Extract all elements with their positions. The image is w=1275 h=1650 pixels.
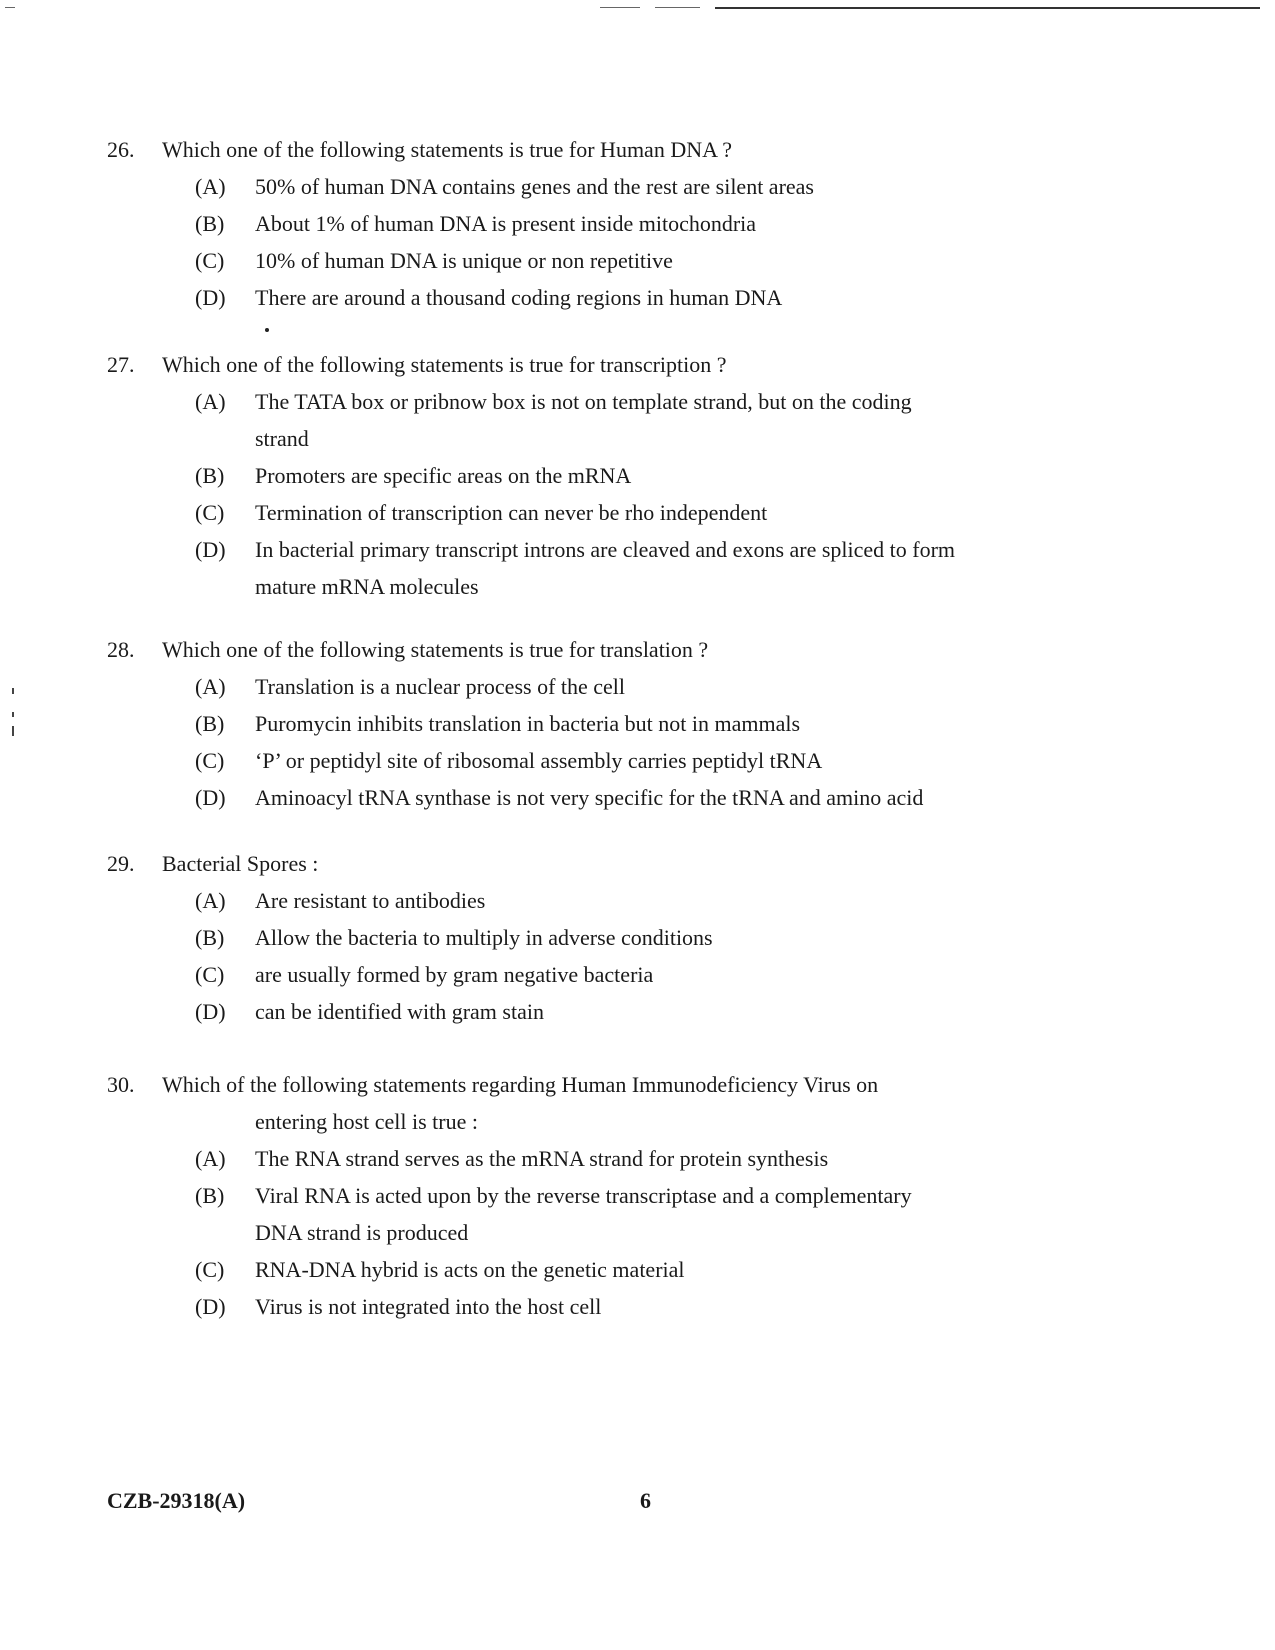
question-26	[107, 131, 957, 316]
exam-code: CZB-29318(A)	[107, 1488, 246, 1513]
option-label: (D)	[195, 285, 226, 310]
question-stem	[107, 346, 957, 383]
option-label: (B)	[195, 211, 225, 236]
option-a	[195, 882, 957, 919]
question-number: 29.	[107, 851, 135, 876]
question-number: 27.	[107, 352, 135, 377]
option-c	[195, 242, 957, 279]
question-text: Which one of the following statements is true for translation ?	[162, 637, 709, 662]
option-text: In bacterial primary transcript introns are cleaved and exons are spliced to form mature mRNA molecules	[255, 537, 956, 599]
option-d	[195, 531, 957, 605]
option-c	[195, 742, 957, 779]
option-text: 50% of human DNA contains genes and the rest are silent areas	[255, 174, 814, 199]
option-text: Promoters are specific areas on the mRNA	[255, 463, 632, 488]
option-label: (A)	[195, 389, 226, 414]
option-text: 10% of human DNA is unique or non repetitive	[255, 248, 673, 273]
option-text: Termination of transcription can never be rho independent	[255, 500, 768, 525]
option-text: Are resistant to antibodies	[255, 888, 486, 913]
margin-mark	[12, 688, 14, 694]
option-label: (B)	[195, 925, 225, 950]
question-stem	[107, 131, 957, 168]
option-text: The TATA box or pribnow box is not on template strand, but on the coding strand	[255, 389, 912, 451]
option-a	[195, 668, 957, 705]
question-number: 30.	[107, 1072, 135, 1097]
option-label: (A)	[195, 888, 226, 913]
page-number: 6	[640, 1488, 651, 1513]
question-text-continuation: entering host cell is true :	[255, 1109, 478, 1134]
question-27	[107, 346, 957, 605]
stray-dot	[265, 328, 269, 332]
question-text: Which one of the following statements is true for Human DNA ?	[162, 137, 733, 162]
option-d	[195, 279, 957, 316]
option-label: (B)	[195, 1183, 225, 1208]
option-a	[195, 383, 957, 457]
question-number: 26.	[107, 137, 135, 162]
option-label: (D)	[195, 999, 226, 1024]
option-b	[195, 1177, 957, 1251]
option-c	[195, 956, 957, 993]
option-label: (C)	[195, 1257, 225, 1282]
option-a	[195, 168, 957, 205]
header-rule-dash	[600, 7, 640, 8]
option-text: Translation is a nuclear process of the cell	[255, 674, 626, 699]
option-label: (D)	[195, 1294, 226, 1319]
option-label: (A)	[195, 174, 226, 199]
question-text: Which one of the following statements is true for transcription ?	[162, 352, 727, 377]
option-text: About 1% of human DNA is present inside mitochondria	[255, 211, 757, 236]
option-text: The RNA strand serves as the mRNA strand for protein synthesis	[255, 1146, 829, 1171]
option-b	[195, 919, 957, 956]
option-b	[195, 705, 957, 742]
option-c	[195, 1251, 957, 1288]
question-30	[107, 1066, 957, 1325]
question-number: 28.	[107, 637, 135, 662]
header-rule-dash	[5, 7, 15, 8]
option-d	[195, 779, 957, 816]
option-b	[195, 205, 957, 242]
option-label: (C)	[195, 748, 225, 773]
header-rule	[715, 7, 1260, 9]
option-label: (C)	[195, 500, 225, 525]
question-28	[107, 631, 957, 816]
question-stem	[107, 845, 957, 882]
option-label: (C)	[195, 962, 225, 987]
option-text: Virus is not integrated into the host cell	[255, 1294, 602, 1319]
option-b	[195, 457, 957, 494]
option-text: RNA-DNA hybrid is acts on the genetic material	[255, 1257, 685, 1282]
option-label: (D)	[195, 785, 226, 810]
option-a	[195, 1140, 957, 1177]
option-label: (C)	[195, 248, 225, 273]
margin-mark	[12, 712, 14, 717]
option-text: ‘P’ or peptidyl site of ribosomal assembly carries peptidyl tRNA	[255, 748, 823, 773]
question-stem	[107, 631, 957, 668]
option-c	[195, 494, 957, 531]
option-text: Aminoacyl tRNA synthase is not very specific for the tRNA and amino acid	[255, 785, 924, 810]
option-label: (B)	[195, 711, 225, 736]
option-text: Puromycin inhibits translation in bacteria but not in mammals	[255, 711, 801, 736]
option-label: (B)	[195, 463, 225, 488]
option-label: (A)	[195, 1146, 226, 1171]
option-label: (D)	[195, 537, 226, 562]
option-text: can be identified with gram stain	[255, 999, 544, 1024]
option-text: Allow the bacteria to multiply in adverse conditions	[255, 925, 713, 950]
option-text: There are around a thousand coding regions in human DNA	[255, 285, 783, 310]
question-stem	[107, 1066, 957, 1103]
question-29	[107, 845, 957, 1030]
option-label: (A)	[195, 674, 226, 699]
margin-mark	[12, 726, 14, 736]
option-d	[195, 993, 957, 1030]
option-text: are usually formed by gram negative bacteria	[255, 962, 654, 987]
option-text: Viral RNA is acted upon by the reverse transcriptase and a complementary DNA strand is produced	[255, 1183, 912, 1245]
question-text: Which of the following statements regarding Human Immunodeficiency Virus on	[162, 1072, 879, 1097]
header-rule-dash	[655, 7, 700, 8]
option-d	[195, 1288, 957, 1325]
question-text: Bacterial Spores :	[162, 851, 319, 876]
